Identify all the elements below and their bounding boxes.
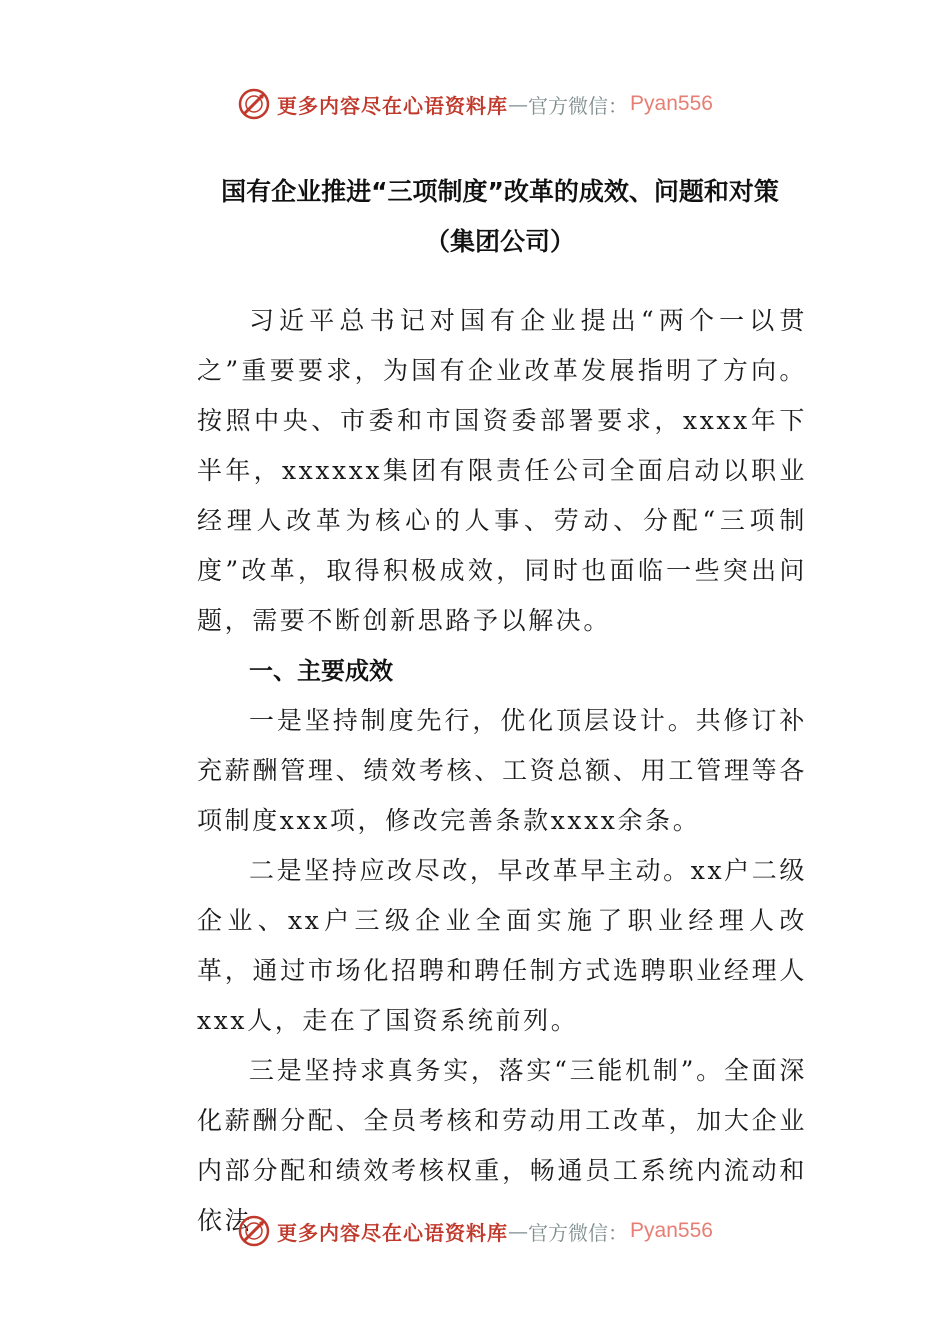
watermark-wechat-id: Pyan556 (630, 1219, 713, 1242)
watermark-brand-text: 更多内容尽在心语资料库 (277, 93, 509, 118)
watermark-wechat-label: 官方微信： (528, 1220, 629, 1245)
document-subtitle: （集团公司） (424, 227, 575, 256)
watermark-wechat-label: 官方微信： (528, 93, 629, 118)
intro-paragraph: 习近平总书记对国有企业提出“两个一以贯之”重要要求，为国有企业改革发展指明了方向。按照中央、市委和市国资委部署要求，xxxx年下半年，xxxxxx集团有限责任公司全面启动以职业经理人改革为核心的人事、劳动、分配“三项制度”改革，取得积极成效，同时也面临一些突出问题，需要不断创新思路予以解决。 (197, 306, 807, 635)
point-paragraph-1: 一是坚持制度先行，优化顶层设计。共修订补充薪酬管理、绩效考核、工资总额、用工管理等各项制度xxx项，修改完善条款xxxx余条。 (197, 706, 807, 835)
point-paragraph-2: 二是坚持应改尽改，早改革早主动。xx户二级企业、xx户三级企业全面实施了职业经理人改革，通过市场化招聘和聘任制方式选聘职业经理人xxx人，走在了国资系统前列。 (197, 856, 807, 1035)
watermark-banner-top (0, 84, 950, 124)
section-heading: 一、主要成效 (249, 657, 393, 685)
watermark-separator: — (508, 92, 529, 116)
brand-logo-icon (237, 87, 271, 121)
document-body (197, 296, 807, 1246)
watermark-brand-text: 更多内容尽在心语资料库 (277, 1220, 509, 1245)
document-title: 国有企业推进“三项制度”改革的成效、问题和对策 (221, 177, 779, 206)
watermark-wechat-id: Pyan556 (630, 92, 713, 115)
brand-logo-icon (237, 1214, 271, 1248)
point-paragraph-3: 三是坚持求真务实，落实“三能机制”。全面深化薪酬分配、全员考核和劳动用工改革，加大企业内部分配和绩效考核权重，畅通员工系统内流动和依法 (197, 1056, 807, 1235)
watermark-separator: — (508, 1219, 529, 1243)
watermark-banner-bottom (0, 1211, 950, 1251)
